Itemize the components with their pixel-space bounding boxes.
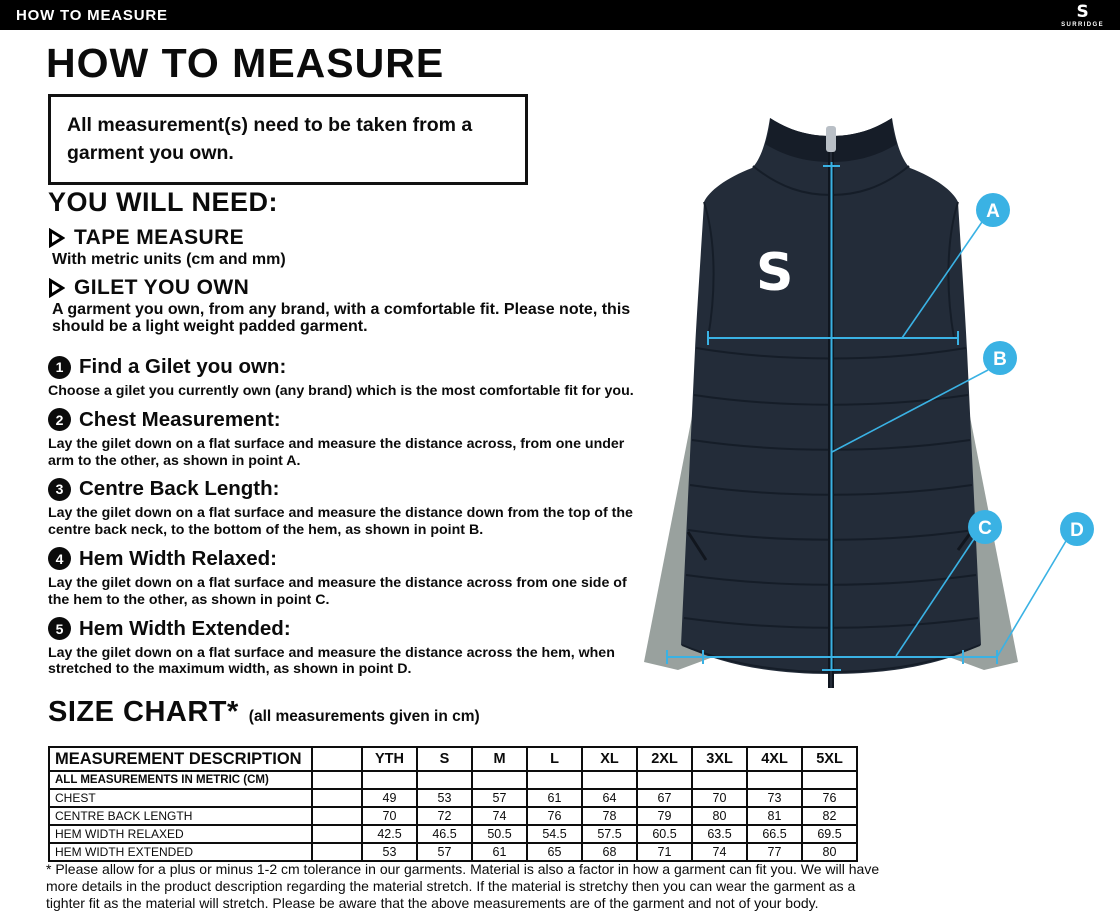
item-description: A garment you own, from any brand, with a comfortable fit. Please note, this should be a light weight padded garment. [52, 301, 631, 335]
column-header: S [417, 747, 472, 771]
item-label: TAPE MEASURE [74, 226, 245, 249]
size-chart-table [48, 746, 858, 862]
page-title: HOW TO MEASURE [46, 40, 445, 86]
cell: 46.5 [417, 825, 472, 843]
cell: 57 [417, 843, 472, 861]
leader-d [997, 541, 1066, 657]
measure-steps [48, 355, 642, 686]
top-bar-title: HOW TO MEASURE [16, 6, 168, 24]
step-number-badge: 3 [48, 478, 71, 501]
svg-text:B: B [993, 349, 1007, 370]
table-row [49, 789, 857, 807]
triangle-right-icon [48, 278, 65, 298]
cell: 61 [472, 843, 527, 861]
you-will-need-heading: YOU WILL NEED: [48, 187, 279, 217]
cell: 70 [362, 807, 417, 825]
column-header: XL [582, 747, 637, 771]
column-header: L [527, 747, 582, 771]
step-number-badge: 2 [48, 408, 71, 431]
surridge-logo-icon: S [1076, 2, 1089, 22]
label-b [983, 341, 1017, 375]
footnote-line: tighter fit as the material will stretch. Please be aware that the above measurements are of the garment and not of your body. [46, 894, 819, 911]
you-will-need-list [48, 225, 633, 342]
list-item-tape-measure [48, 225, 633, 268]
step-title: Hem Width Relaxed: [79, 546, 278, 570]
column-header [312, 747, 362, 771]
cell [802, 771, 857, 789]
cell: 53 [362, 843, 417, 861]
spacer-cell [312, 771, 362, 789]
svg-text:D: D [1070, 520, 1084, 541]
gilet-measure-diagram [620, 100, 1120, 710]
cell [362, 771, 417, 789]
cell [747, 771, 802, 789]
notice-text: All measurement(s) need to be taken from a garment you own. [67, 114, 473, 165]
cell: 81 [747, 807, 802, 825]
cell: 78 [582, 807, 637, 825]
table-header-row [49, 747, 857, 771]
step-number-badge: 5 [48, 617, 71, 640]
cell: 67 [637, 789, 692, 807]
cell: 54.5 [527, 825, 582, 843]
surridge-logo-text: SURRIDGE [1061, 22, 1104, 28]
row-label: CHEST [49, 789, 312, 807]
column-header: 5XL [802, 747, 857, 771]
step-4 [48, 547, 642, 609]
row-label: HEM WIDTH EXTENDED [49, 843, 312, 861]
top-bar [0, 0, 1120, 30]
cell: 53 [417, 789, 472, 807]
cell: 68 [582, 843, 637, 861]
step-description: Lay the gilet down on a flat surface and measure the distance across, from one under arm to the other, as shown in point A. [48, 435, 625, 469]
column-header: 3XL [692, 747, 747, 771]
surridge-chest-logo: S [756, 243, 794, 303]
cell: 74 [692, 843, 747, 861]
notice-box [48, 94, 528, 185]
cell [527, 771, 582, 789]
footnote-line: * Please allow for a plus or minus 1-2 cm tolerance in our garments. Material is also a factor in how a garment can fit you. We will have [46, 861, 880, 877]
cell: 77 [747, 843, 802, 861]
size-chart-subtitle: (all measurements given in cm) [248, 708, 480, 725]
cell: 65 [527, 843, 582, 861]
column-header: 2XL [637, 747, 692, 771]
cell: 82 [802, 807, 857, 825]
spacer-cell [312, 789, 362, 807]
cell: 61 [527, 789, 582, 807]
triangle-right-icon [48, 228, 65, 248]
cell: 63.5 [692, 825, 747, 843]
cell [692, 771, 747, 789]
cell: 71 [637, 843, 692, 861]
step-title: Find a Gilet you own: [79, 355, 287, 378]
column-header: YTH [362, 747, 417, 771]
step-description: Choose a gilet you currently own (any brand) which is the most comfortable fit for you. [48, 383, 634, 399]
step-description: Lay the gilet down on a flat surface and measure the distance down from the top of the centre back neck, to the bottom of the hem, as shown in point B. [48, 505, 633, 539]
step-2 [48, 408, 642, 470]
column-header: 4XL [747, 747, 802, 771]
step-number-badge: 4 [48, 547, 71, 570]
cell: 57 [472, 789, 527, 807]
step-title: Hem Width Extended: [79, 616, 291, 640]
row-label: CENTRE BACK LENGTH [49, 807, 312, 825]
cell: 76 [527, 807, 582, 825]
step-number-badge: 1 [48, 356, 71, 379]
step-title: Chest Measurement: [79, 407, 281, 431]
cell: 64 [582, 789, 637, 807]
cell [472, 771, 527, 789]
table-row [49, 771, 857, 789]
size-chart-title: SIZE CHART* [48, 696, 239, 728]
cell: 74 [472, 807, 527, 825]
step-title: Centre Back Length: [79, 477, 280, 501]
label-a [976, 193, 1010, 227]
item-label: GILET YOU OWN [74, 276, 250, 299]
tolerance-footnote [46, 861, 1106, 911]
step-description: Lay the gilet down on a flat surface and measure the distance across the hem, when stretched to the maximum width, as shown in point D. [48, 644, 615, 678]
cell: 69.5 [802, 825, 857, 843]
step-description: Lay the gilet down on a flat surface and measure the distance across from one side of the hem to the other, as shown in point C. [48, 574, 627, 608]
step-5 [48, 617, 642, 679]
cell: 49 [362, 789, 417, 807]
cell [417, 771, 472, 789]
spacer-cell [312, 825, 362, 843]
surridge-logo [1061, 4, 1104, 28]
cell: 80 [692, 807, 747, 825]
cell: 66.5 [747, 825, 802, 843]
cell: 73 [747, 789, 802, 807]
cell: 60.5 [637, 825, 692, 843]
cell: 42.5 [362, 825, 417, 843]
svg-text:C: C [978, 518, 992, 539]
footnote-line: more details in the product description regarding the material stretch. If the material is stretchy then you can wear the garment as a [46, 877, 856, 894]
cell: 70 [692, 789, 747, 807]
step-3 [48, 477, 642, 539]
table-row [49, 807, 857, 825]
list-item-gilet-you-own [48, 275, 633, 335]
spacer-cell [312, 807, 362, 825]
item-description: With metric units (cm and mm) [52, 251, 286, 268]
cell [582, 771, 637, 789]
cell: 79 [637, 807, 692, 825]
spacer-cell [312, 843, 362, 861]
column-header: MEASUREMENT DESCRIPTION [49, 747, 312, 771]
column-header: M [472, 747, 527, 771]
cell: 72 [417, 807, 472, 825]
table-row [49, 825, 857, 843]
table-row [49, 843, 857, 861]
label-d [1060, 512, 1094, 546]
size-chart-heading [48, 696, 480, 729]
cell: 76 [802, 789, 857, 807]
row-label: HEM WIDTH RELAXED [49, 825, 312, 843]
cell [637, 771, 692, 789]
zip-pull [826, 126, 836, 152]
row-label: ALL MEASUREMENTS IN METRIC (CM) [49, 771, 312, 789]
cell: 80 [802, 843, 857, 861]
label-c [968, 510, 1002, 544]
cell: 50.5 [472, 825, 527, 843]
cell: 57.5 [582, 825, 637, 843]
step-1 [48, 355, 642, 400]
svg-text:A: A [986, 201, 1000, 222]
